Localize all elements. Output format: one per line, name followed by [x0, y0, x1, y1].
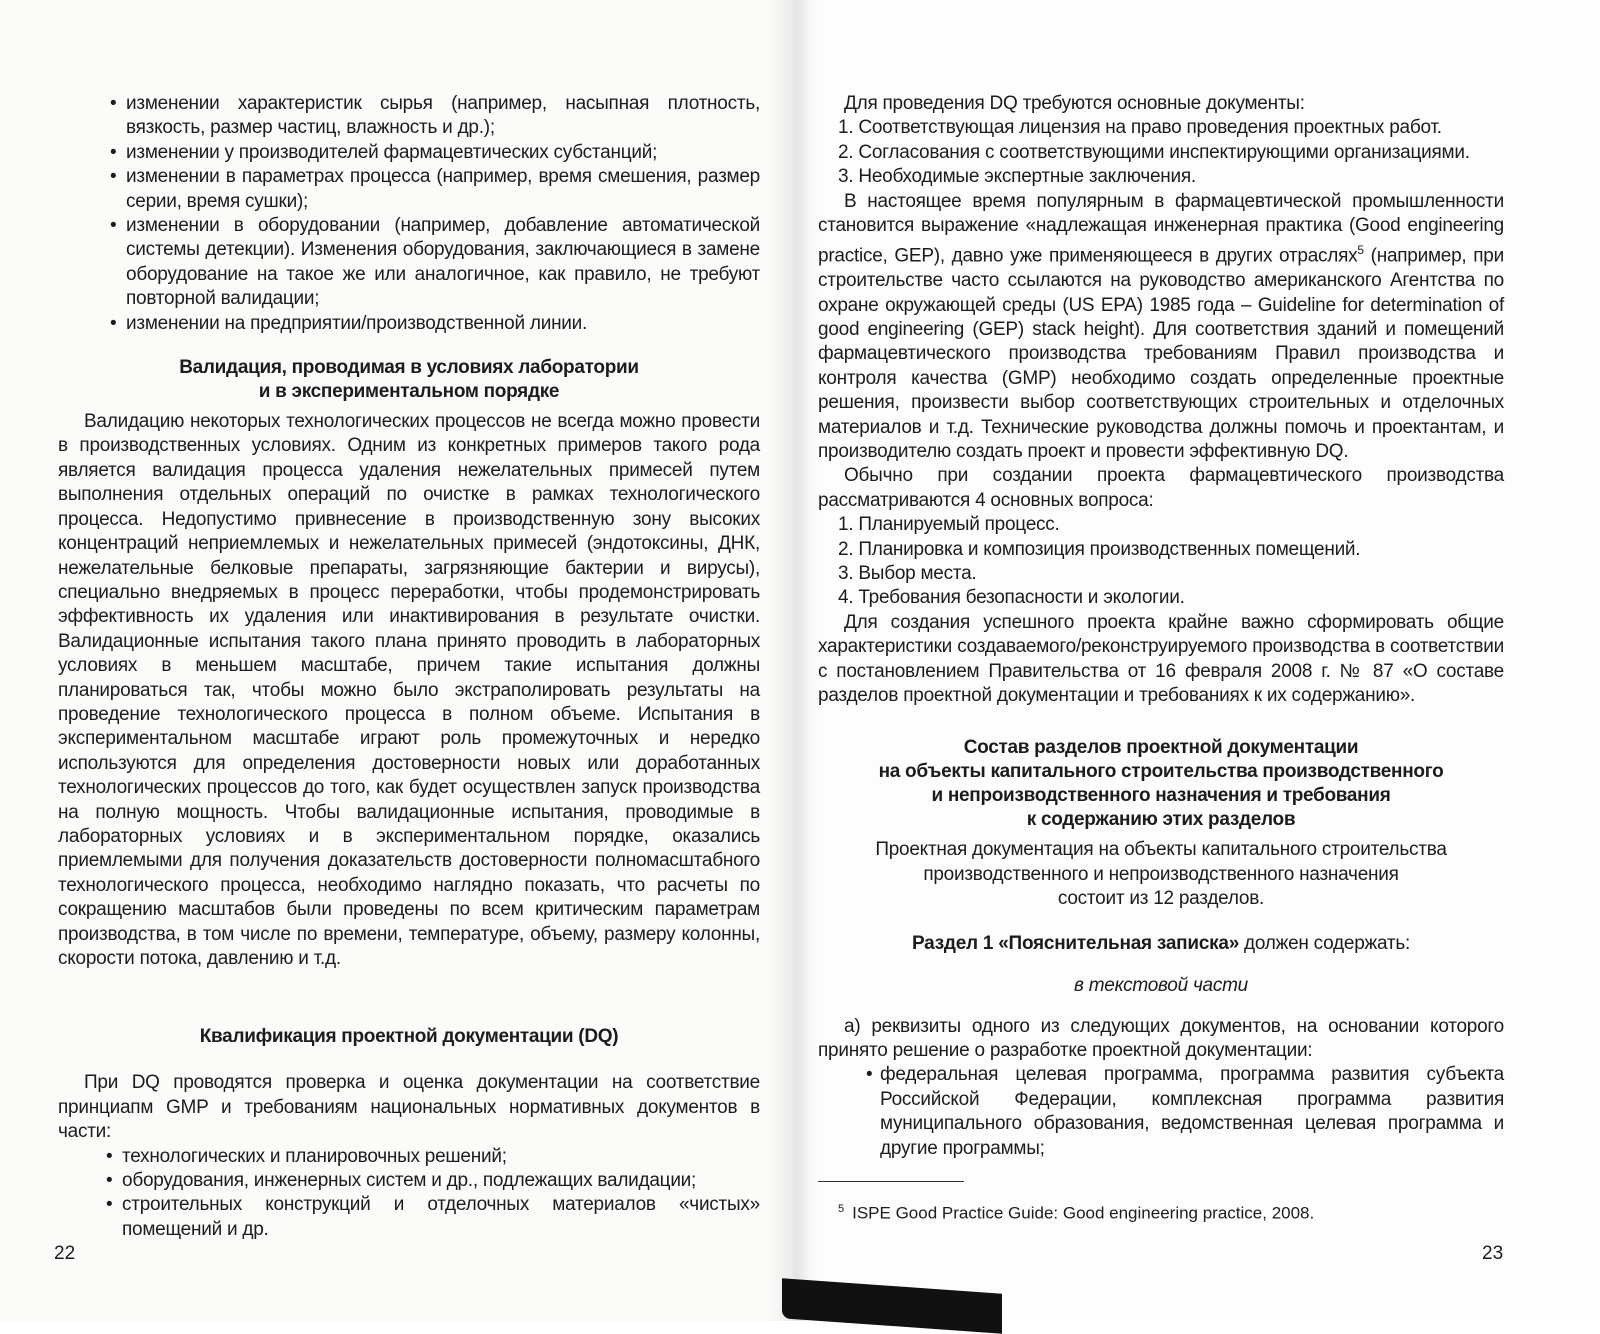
bullet-text: оборудования, инженерных систем и др., подлежащих валидации; — [122, 1170, 697, 1192]
section-heading-dq: Квалификация проектной документации (DQ) — [199, 1026, 619, 1048]
list-item — [58, 214, 760, 312]
bullet-text: технологических и планировочных решений; — [122, 1145, 507, 1167]
paragraph-gep — [818, 190, 1504, 465]
composition-text — [818, 838, 1504, 911]
list-item: 3. Выбор места. — [838, 563, 977, 585]
list-item: 3. Необходимые экспертные заключения. — [838, 166, 1196, 188]
list-item: 2. Согласования с соответствующими инспектирующими организациями. — [838, 141, 1470, 163]
footnote-mark: 5 — [838, 1203, 845, 1215]
bullet-text: строительных конструкций и отделочных материалов «чистых» помещений и др. — [122, 1194, 760, 1240]
section1-rest: должен содержать: — [1239, 932, 1411, 954]
bullet-icon: • — [110, 93, 117, 114]
composition-line: Проектная документация на объекты капитального строительства — [875, 839, 1447, 861]
bullet-icon: • — [106, 1145, 113, 1167]
heading-line: на объекты капитального строительства производственного — [878, 761, 1444, 783]
list-item — [58, 1145, 760, 1169]
bullet-text: изменении у производителей фармацевтических субстанций; — [126, 141, 658, 163]
composition-line: состоит из 12 разделов. — [1057, 888, 1265, 910]
list-item — [58, 92, 760, 141]
change-bullets — [58, 92, 760, 336]
paragraph-success: Для создания успешного проекта крайне важно сформировать общие характеристики создаваемого/реконструируемого производства в соответствии с постановлением Правительства от 16 февраля 2008 г. № 87 «О составе разделов проектной документации и требованиях к их содержанию». — [818, 611, 1504, 707]
bullet-icon: • — [106, 1194, 113, 1216]
bullet-text: изменении характеристик сырья (например, насыпная плотность, вязкость, размер частиц, влажность и др.); — [126, 93, 760, 139]
documents-list — [818, 116, 1504, 189]
left-column — [58, 92, 760, 1242]
right-column — [818, 92, 1504, 1161]
bullet-icon: • — [106, 1170, 113, 1192]
heading-line: к содержанию этих разделов — [1026, 809, 1296, 831]
paragraph-intro: Для проведения DQ требуются основные документы: — [844, 93, 1305, 114]
paragraph-validation: Валидацию некоторых технологических процессов не всегда можно провести в производственных условиях. Одним из конкретных примеров такого рода является валидация процесса удаления нежелательных примесей путем выполнения отдельных операций по очистке в рамках технологического процесса. Недопустимо привнесение в производственную зону высоких концентраций неприемлемых и нежелательных примесей (эндотоксины, ДНК, нежелательные белковые препараты, загрязняющие бактерии и вирусы), специально внедряемых в процесс переработки, чтобы продемонстрировать эффективность их удаления или инактивирования в результате очистки. Валидационные испытания такого плана принято проводить в лабораторных условиях в меньшем масштабе, причем такие испытания должны планироваться так, чтобы можно было экстраполировать результаты на проведение технологического процесса в полном объеме. Испытания в экспериментальном масштабе играют роль промежуточных и нередко используются для определения достоверности новых или доработанных технологических процессов до того, как будет осуществлен запуск производства на полную мощность. Чтобы валидационные испытания, проводимые в лабораторных условиях и в экспериментальном порядке, оказались приемлемыми для получения доказательств достоверности полномасштабного технологического процесса, необходимо наглядно показать, что расчеты по сокращению масштабов были проведены по всем критическим параметрам производства, в том числе по времени, температуре, объему, размеру колонны, скорости потока, давлению и т.д. — [58, 411, 760, 969]
section-heading-validation — [58, 356, 760, 404]
bullet-text: изменении на предприятии/производственной линии. — [126, 312, 588, 334]
bullet-text: изменении в параметрах процесса (например, время смешения, размер серии, время сушки); — [126, 166, 760, 212]
bullet-icon: • — [110, 141, 117, 163]
bullet-icon: • — [110, 166, 117, 188]
heading-line: Состав разделов проектной документации — [963, 737, 1359, 759]
questions-list — [818, 513, 1504, 611]
footnote-text: ISPE Good Practice Guide: Good engineering practice, 2008. — [852, 1203, 1315, 1223]
bullet-icon: • — [866, 1064, 873, 1086]
gep-text-cont: (например, при строительстве часто ссылаются на руководство американского Агентства по охране окружающей среды (US EPA) 1985 года – Guideline for determination of good engineering (GEP) stack height). Для соответствия зданий и помещений фармацевтического производства требованиям Правил производства и контроля качества (GMP) необходимо создать определенные проектные решения, произвести выбор соответствующих строительных и отделочных материалов и т.д. Технические руководства должны помочь и проектантам, и производителю создать проект и провести эффективную DQ. — [818, 245, 1504, 463]
page-number-right: 23 — [1482, 1243, 1504, 1264]
list-item — [58, 165, 760, 214]
section-heading-composition — [818, 736, 1504, 832]
list-item — [58, 312, 760, 336]
heading-line: и в экспериментальном порядке — [258, 381, 560, 403]
footnote — [838, 1198, 1498, 1225]
footnote-divider — [818, 1181, 964, 1182]
paragraph-dq: При DQ проводятся проверка и оценка документации на соответствие принциапм GMP и требованиям национальных нормативных документов в части: — [58, 1072, 760, 1143]
dq-bullets — [58, 1145, 760, 1243]
list-item: 4. Требования безопасности и экологии. — [838, 587, 1185, 609]
page-number-left: 22 — [54, 1243, 76, 1264]
list-item: 1. Планируемый процесс. — [838, 514, 1060, 536]
heading-line: Валидация, проводимая в условиях лаборатории — [179, 357, 639, 379]
gep-text: В настоящее время популярным в фармацевтической промышленности становится выражение «надлежащая инженерная практика (Good engineering practice, GEP), давно уже применяющееся в других отраслях — [818, 190, 1504, 267]
bullet-icon: • — [110, 312, 117, 334]
paragraph-questions: Обычно при создании проекта фармацевтического производства рассматриваются 4 основных вопроса: — [818, 465, 1504, 511]
list-item — [58, 1169, 760, 1193]
list-item: 1. Соответствующая лицензия на право проведения проектных работ. — [838, 117, 1442, 139]
list-item — [58, 141, 760, 165]
bullet-icon: • — [110, 215, 117, 237]
section1-line — [818, 932, 1504, 956]
list-item: 2. Планировка и композиция производственных помещений. — [838, 538, 1361, 560]
item-a: а) реквизиты одного из следующих документов, на основании которого принято решение о разработке проектной документации: — [818, 1015, 1504, 1061]
list-item — [818, 1063, 1504, 1161]
text-part-label: в текстовой части — [1074, 975, 1248, 997]
bullet-text: изменении в оборудовании (например, добавление автоматической системы детекции). Изменения оборудования, заключающиеся в замене оборудование на такое же или аналогичное, как правило, не требуют повторной валидации; — [126, 215, 760, 310]
footnote-ref: 5 — [1357, 243, 1364, 258]
list-item — [58, 1193, 760, 1242]
section1-title: Раздел 1 «Пояснительная записка» — [911, 932, 1240, 954]
bullet-text: федеральная целевая программа, программа развития субъекта Российской Федерации, комплексная программа развития муниципального образования, ведомственная целевая программа и другие программы; — [880, 1064, 1504, 1159]
heading-line: и непроизводственного назначения и требования — [931, 785, 1391, 807]
composition-line: производственного и непроизводственного назначения — [923, 863, 1399, 885]
